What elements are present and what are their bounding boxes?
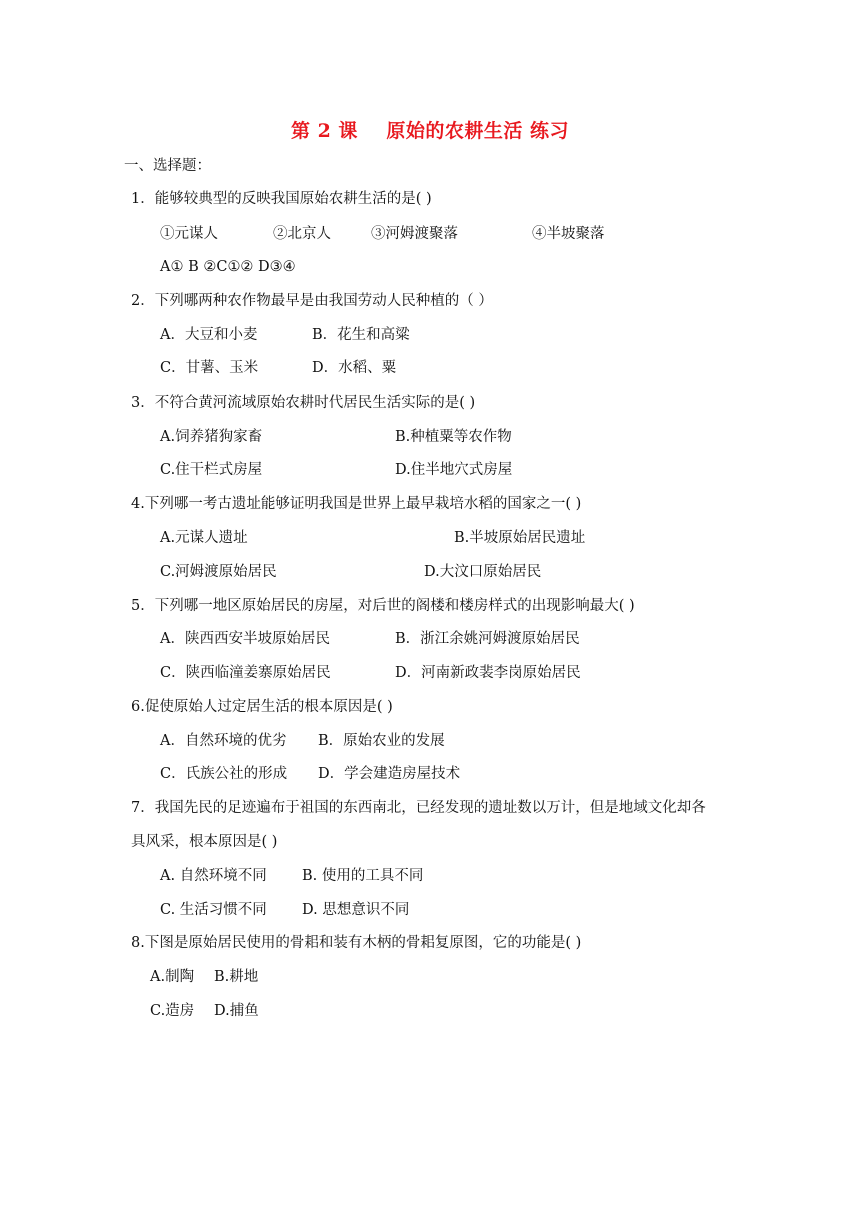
question-2-option-c: C．甘薯、玉米 — [160, 360, 259, 376]
question-4-option-b: B.半坡原始居民遗址 — [454, 530, 586, 546]
question-3-stem: 3．不符合黄河流域原始农耕时代居民生活实际的是( ) — [131, 395, 476, 411]
question-3-option-a: A.饲养猪狗家畜 — [160, 429, 263, 445]
question-4-option-a: A.元谋人遗址 — [160, 530, 248, 546]
question-7-option-c: C. 生活习惯不同 — [160, 902, 267, 918]
question-5-option-c: C．陕西临潼姜寨原始居民 — [160, 665, 331, 681]
question-1-item-2: ②北京人 — [273, 226, 331, 242]
question-8-option-a: A.制陶 — [150, 969, 195, 985]
question-4-stem: 4.下列哪一考古遗址能够证明我国是世界上最早栽培水稻的国家之一( ) — [131, 496, 582, 512]
question-7-stem-continued: 具风采，根本原因是( ) — [131, 834, 278, 850]
question-7-option-a: A. 自然环境不同 — [160, 868, 267, 884]
question-7-option-b: B. 使用的工具不同 — [302, 868, 424, 884]
question-2-stem: 2．下列哪两种农作物最早是由我国劳动人民种植的（ ） — [131, 293, 493, 309]
question-5-option-d: D．河南新政裴李岗原始居民 — [395, 665, 581, 681]
question-6-option-b: B．原始农业的发展 — [318, 733, 445, 749]
question-8-option-b: B.耕地 — [214, 969, 259, 985]
question-8-option-c: C.造房 — [150, 1003, 195, 1019]
question-1-stem: 1．能够较典型的反映我国原始农耕生活的是( ) — [131, 191, 432, 207]
question-1-answer-choices: A① B ②C①② D③④ — [160, 259, 296, 275]
question-7-stem: 7．我国先民的足迹遍布于祖国的东西南北，已经发现的遗址数以万计，但是地域文化却各 — [131, 800, 706, 816]
question-3-option-b: B.种植粟等农作物 — [395, 429, 512, 445]
question-6-option-d: D．学会建造房屋技术 — [318, 766, 461, 782]
question-1-item-1: ①元谋人 — [160, 226, 218, 242]
question-7-option-d: D. 思想意识不同 — [302, 902, 410, 918]
question-6-stem: 6.促使原始人过定居生活的根本原因是( ) — [131, 699, 393, 715]
question-1-item-4: ④半坡聚落 — [532, 226, 605, 242]
page-title: 第 2 课 原始的农耕生活 练习 — [290, 120, 570, 142]
question-4-option-d: D.大汶口原始居民 — [424, 564, 542, 580]
question-5-option-b: B．浙江余姚河姆渡原始居民 — [395, 631, 580, 647]
question-3-option-c: C.住干栏式房屋 — [160, 462, 263, 478]
question-2-option-a: A．大豆和小麦 — [160, 327, 258, 343]
question-8-option-d: D.捕鱼 — [214, 1003, 259, 1019]
section-heading: 一、选择题： — [124, 158, 211, 174]
question-4-option-c: C.河姆渡原始居民 — [160, 564, 277, 580]
question-1-item-3: ③河姆渡聚落 — [371, 226, 458, 242]
question-5-stem: 5．下列哪一地区原始居民的房屋，对后世的阁楼和楼房样式的出现影响最大( ) — [131, 598, 635, 614]
question-6-option-c: C．氏族公社的形成 — [160, 766, 288, 782]
question-2-option-b: B．花生和高粱 — [312, 327, 410, 343]
question-2-option-d: D．水稻、粟 — [312, 360, 397, 376]
question-3-option-d: D.住半地穴式房屋 — [395, 462, 513, 478]
question-6-option-a: A．自然环境的优劣 — [160, 733, 287, 749]
question-5-option-a: A．陕西西安半坡原始居民 — [160, 631, 330, 647]
question-8-stem: 8.下图是原始居民使用的骨耜和装有木柄的骨耜复原图，它的功能是( ) — [131, 935, 582, 951]
